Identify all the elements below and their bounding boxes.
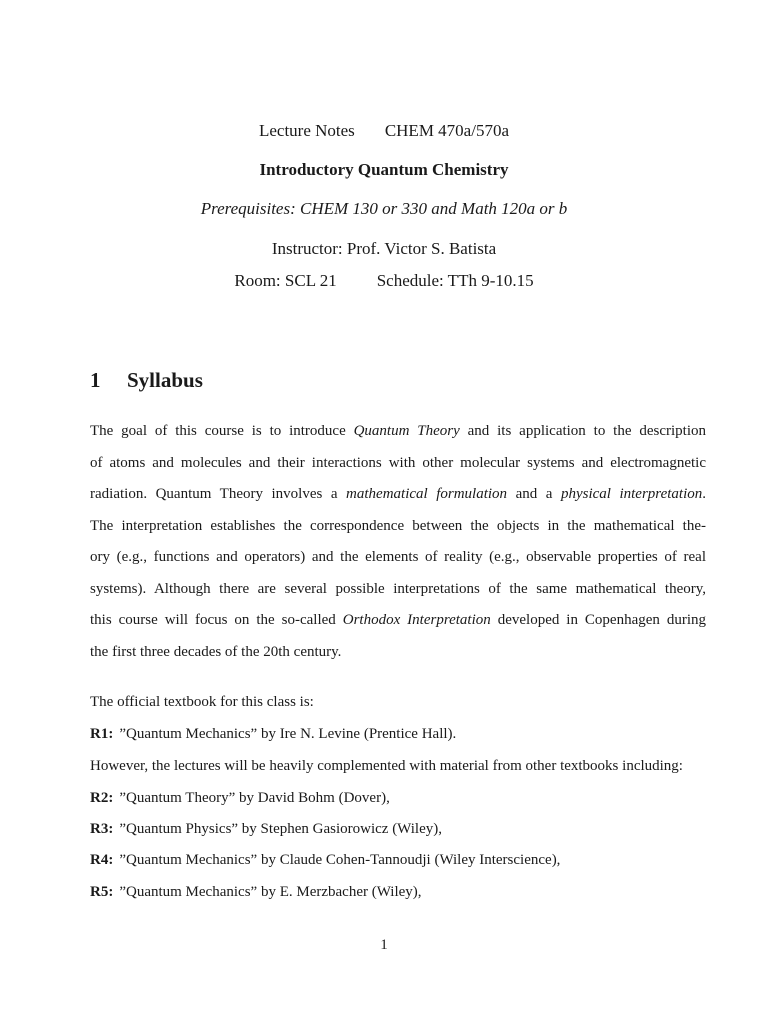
paragraph-line: the first three decades of the 20th century. <box>90 643 342 660</box>
room: Room: SCL 21 <box>234 271 337 290</box>
instructor: Instructor: Prof. Victor S. Batista <box>271 239 497 258</box>
paragraph-line: systems). Although there are several possible interpretations of the same mathematical theory, <box>90 580 706 597</box>
intro-paragraph <box>90 416 706 668</box>
prerequisites: Prerequisites: CHEM 130 or 330 and Math 120a or b <box>200 199 568 218</box>
reference-text: ”Quantum Mechanics” by E. Merzbacher (Wiley), <box>119 884 422 900</box>
paragraph-line: radiation. Quantum Theory involves a mathematical formulation and a physical interpretation. <box>90 486 706 502</box>
reference-r1 <box>90 726 720 743</box>
paragraph-line: The goal of this course is to introduce Quantum Theory and its application to the description <box>90 423 706 439</box>
reference-label: R2: <box>90 790 114 806</box>
paragraph-line: this course will focus on the so-called Orthodox Interpretation developed in Copenhagen during <box>90 612 706 628</box>
paragraph-line: The interpretation establishes the correspondence between the objects in the mathematical the- <box>90 517 706 534</box>
complement-note: However, the lectures will be heavily complemented with material from other textbooks including: <box>90 758 683 774</box>
course-header-line <box>0 121 768 141</box>
textbook-intro: The official textbook for this class is: <box>90 694 314 710</box>
reference-label: R5: <box>90 884 114 900</box>
reference-r2 <box>90 790 720 807</box>
paragraph-line: of atoms and molecules and their interactions with other molecular systems and electromagnetic <box>90 454 706 471</box>
reference-text: ”Quantum Mechanics” by Claude Cohen-Tannoudji (Wiley Interscience), <box>119 852 561 868</box>
section-title: Syllabus <box>127 368 203 392</box>
reference-r3 <box>90 821 720 838</box>
reference-label: R4: <box>90 852 114 868</box>
page-number: 1 <box>380 937 388 953</box>
reference-label: R3: <box>90 821 114 837</box>
schedule: Schedule: TTh 9-10.15 <box>376 271 534 290</box>
course-code: CHEM 470a/570a <box>384 121 509 140</box>
course-title: Introductory Quantum Chemistry <box>259 160 509 179</box>
reference-r4 <box>90 852 720 869</box>
section-heading <box>90 368 203 393</box>
reference-r5 <box>90 884 720 901</box>
reference-label: R1: <box>90 726 114 742</box>
reference-text: ”Quantum Mechanics” by Ire N. Levine (Prentice Hall). <box>119 726 457 742</box>
paragraph-line: ory (e.g., functions and operators) and the elements of reality (e.g., observable properties of real <box>90 549 706 565</box>
reference-text: ”Quantum Theory” by David Bohm (Dover), <box>119 790 390 806</box>
section-number: 1 <box>90 368 101 392</box>
lecture-notes-label: Lecture Notes <box>258 121 355 140</box>
room-schedule-line <box>0 271 768 291</box>
reference-text: ”Quantum Physics” by Stephen Gasiorowicz (Wiley), <box>119 821 442 837</box>
